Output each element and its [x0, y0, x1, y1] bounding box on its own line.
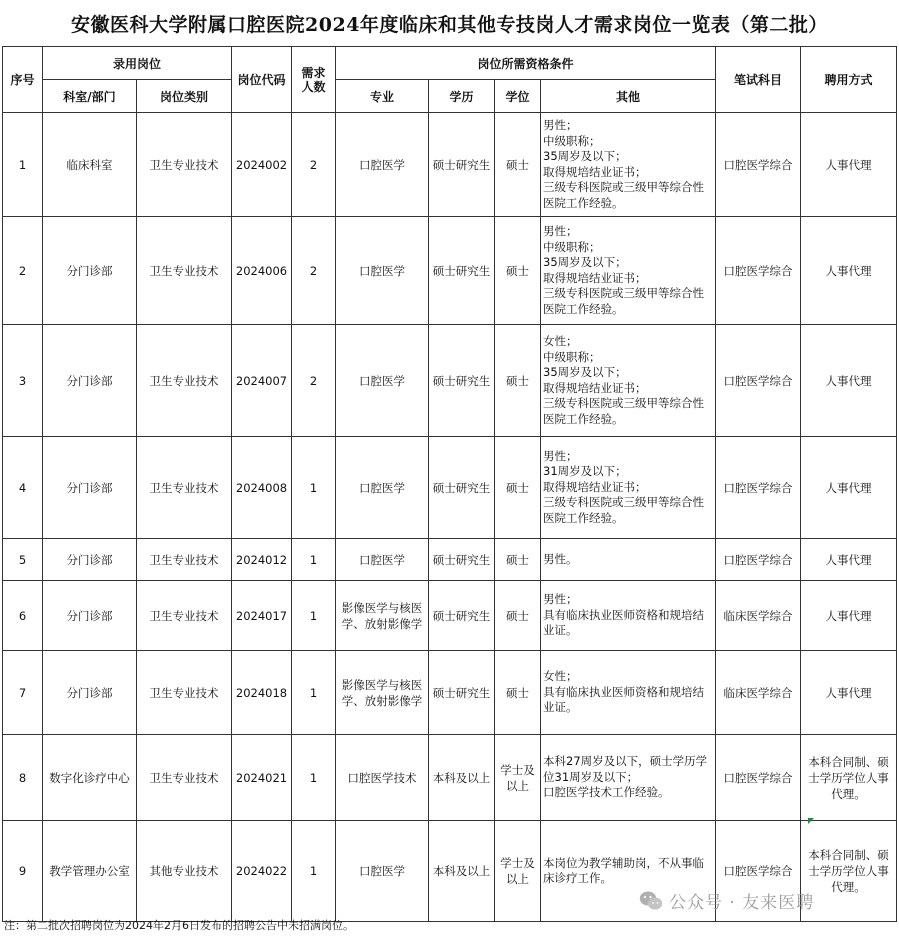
- cell-post-type: 卫生专业技术: [137, 217, 232, 325]
- wechat-icon: [639, 890, 663, 912]
- condition-line: 中级职称；: [543, 239, 601, 254]
- cell-seq: 9: [3, 821, 43, 922]
- cell-education: 硕士研究生: [429, 113, 495, 217]
- cell-hire: 人事代理: [801, 217, 897, 325]
- cell-hire: 本科合同制、硕士学历学位人事代理。: [801, 821, 897, 922]
- cell-degree: 硕士: [495, 113, 541, 217]
- cell-dept: 教学管理办公室: [43, 821, 137, 922]
- cell-exam: 口腔医学综合: [716, 437, 801, 539]
- cell-dept: 分门诊部: [43, 325, 137, 437]
- condition-line: 三级专科医院或三级甲等综合性: [543, 286, 705, 300]
- cell-education: 硕士研究生: [429, 437, 495, 539]
- cell-dept: 临床科室: [43, 113, 137, 217]
- condition-line: 取得规培结业证书；: [543, 380, 647, 395]
- cell-code: 2024018: [232, 651, 292, 735]
- cell-count: 2: [292, 217, 336, 325]
- cell-count: 1: [292, 651, 336, 735]
- cell-degree: 学士及以上: [495, 735, 541, 821]
- cell-education: 硕士研究生: [429, 217, 495, 325]
- header-seq: 序号: [3, 47, 43, 113]
- recruitment-table: [2, 46, 897, 922]
- cell-major: 口腔医学: [336, 113, 429, 217]
- cell-degree: 硕士: [495, 539, 541, 581]
- cell-code: 2024022: [232, 821, 292, 922]
- condition-line: 业证。: [543, 623, 578, 638]
- condition-line: 位31周岁及以下；: [543, 769, 639, 784]
- table-row: [3, 437, 897, 539]
- condition-line: 男性；: [543, 592, 578, 607]
- condition-line: 取得规培结业证书；: [543, 479, 647, 494]
- condition-line: 医院工作经验。: [543, 411, 624, 426]
- cell-seq: 4: [3, 437, 43, 539]
- header-code: 岗位代码: [232, 47, 292, 113]
- cell-education: 硕士研究生: [429, 539, 495, 581]
- condition-line: 三级专科医院或三级甲等综合性: [543, 180, 705, 194]
- header-exam: 笔试科目: [716, 47, 801, 113]
- cell-exam: 口腔医学综合: [716, 539, 801, 581]
- condition-line: 具有临床执业医师资格和规培结: [543, 607, 705, 622]
- cell-post-type: 卫生专业技术: [137, 437, 232, 539]
- cell-dept: 分门诊部: [43, 539, 137, 581]
- cell-major: 口腔医学: [336, 437, 429, 539]
- table-body: [3, 113, 897, 922]
- cell-seq: 6: [3, 581, 43, 651]
- header-post-type: 岗位类别: [137, 80, 232, 113]
- cell-seq: 8: [3, 735, 43, 821]
- cell-degree: 硕士: [495, 437, 541, 539]
- condition-line: 医院工作经验。: [543, 510, 624, 525]
- cell-exam: 临床医学综合: [716, 651, 801, 735]
- cell-major: 口腔医学: [336, 821, 429, 922]
- condition-line: 31周岁及以下；: [543, 464, 627, 479]
- cell-count: 1: [292, 437, 336, 539]
- cell-hire: 本科合同制、硕士学历学位人事代理。: [801, 735, 897, 821]
- cell-code: 2024007: [232, 325, 292, 437]
- cell-hire: 人事代理: [801, 325, 897, 437]
- cell-dept: 分门诊部: [43, 217, 137, 325]
- cell-code: 2024017: [232, 581, 292, 651]
- cell-code: 2024021: [232, 735, 292, 821]
- cell-dept: 数字化诊疗中心: [43, 735, 137, 821]
- condition-line: 三级专科医院或三级甲等综合性: [543, 495, 705, 510]
- condition-line: 取得规培结业证书；: [543, 270, 647, 285]
- condition-line: 本岗位为教学辅助岗，不从事临: [543, 855, 705, 870]
- cell-code: 2024006: [232, 217, 292, 325]
- condition-line: 男性；: [543, 448, 578, 463]
- header-other: 其他: [541, 80, 716, 113]
- cell-degree: 硕士: [495, 581, 541, 651]
- cell-count: 1: [292, 539, 336, 581]
- cell-code: 2024002: [232, 113, 292, 217]
- table-row: [3, 113, 897, 217]
- header-major: 专业: [336, 80, 429, 113]
- cell-hire: 人事代理: [801, 651, 897, 735]
- condition-line: 本科27周岁及以下，硕士学历学: [543, 754, 708, 769]
- condition-line: 35周岁及以下；: [543, 149, 627, 163]
- cell-dept: 分门诊部: [43, 437, 137, 539]
- table-row: [3, 325, 897, 437]
- condition-line: 口腔医学技术工作经验。: [543, 785, 670, 800]
- cell-post-type: 卫生专业技术: [137, 581, 232, 651]
- header-hire: 聘用方式: [801, 47, 897, 113]
- cell-post-type: 卫生专业技术: [137, 735, 232, 821]
- header-education: 学历: [429, 80, 495, 113]
- condition-line: 医院工作经验。: [543, 195, 624, 210]
- condition-line: 中级职称；: [543, 133, 601, 148]
- cell-other: [541, 581, 716, 651]
- cell-major: 口腔医学: [336, 539, 429, 581]
- cell-count: 1: [292, 581, 336, 651]
- cell-post-type: 卫生专业技术: [137, 539, 232, 581]
- condition-line: 男性。: [543, 551, 578, 566]
- cell-post-type: 其他专业技术: [137, 821, 232, 922]
- cell-seq: 2: [3, 217, 43, 325]
- cell-hire: 人事代理: [801, 113, 897, 217]
- cell-degree: 硕士: [495, 325, 541, 437]
- header-post-group: 录用岗位: [43, 47, 232, 80]
- cell-count: 1: [292, 821, 336, 922]
- header-count: 需求人数: [292, 47, 336, 113]
- condition-line: 医院工作经验。: [543, 301, 624, 316]
- cell-seq: 5: [3, 539, 43, 581]
- table-row: [3, 735, 897, 821]
- page-title: 安徽医科大学附属口腔医院2024年度临床和其他专技岗人才需求岗位一览表（第二批）: [71, 13, 828, 36]
- cell-code: 2024012: [232, 539, 292, 581]
- cell-exam: 口腔医学综合: [716, 325, 801, 437]
- cell-hire: 人事代理: [801, 539, 897, 581]
- cell-other: [541, 651, 716, 735]
- cell-hire: 人事代理: [801, 437, 897, 539]
- watermark: [639, 888, 814, 913]
- cell-exam: 口腔医学综合: [716, 113, 801, 217]
- cell-other: [541, 325, 716, 437]
- corner-mark: [808, 818, 814, 824]
- cell-education: 本科及以上: [429, 821, 495, 922]
- cell-count: 2: [292, 325, 336, 437]
- condition-line: 男性；: [543, 118, 578, 132]
- cell-post-type: 卫生专业技术: [137, 113, 232, 217]
- condition-line: 35周岁及以下；: [543, 255, 627, 269]
- condition-line: 男性；: [543, 224, 578, 238]
- cell-major: 影像医学与核医学、放射影像学: [336, 581, 429, 651]
- cell-degree: 学士及以上: [495, 821, 541, 922]
- header-degree: 学位: [495, 80, 541, 113]
- cell-post-type: 卫生专业技术: [137, 651, 232, 735]
- cell-other: [541, 437, 716, 539]
- cell-major: 口腔医学: [336, 217, 429, 325]
- table-row: [3, 217, 897, 325]
- condition-line: 具有临床执业医师资格和规培结: [543, 684, 705, 699]
- condition-line: 女性；: [543, 334, 578, 348]
- cell-hire: 人事代理: [801, 581, 897, 651]
- cell-education: 硕士研究生: [429, 651, 495, 735]
- cell-dept: 分门诊部: [43, 581, 137, 651]
- cell-exam: 口腔医学综合: [716, 735, 801, 821]
- cell-seq: 3: [3, 325, 43, 437]
- cell-seq: 7: [3, 651, 43, 735]
- cell-major: 口腔医学技术: [336, 735, 429, 821]
- table-row: [3, 581, 897, 651]
- cell-exam: 口腔医学综合: [716, 217, 801, 325]
- footnote: 注：第二批次招聘岗位为2024年2月6日发布的招聘公告中未招满岗位。: [4, 919, 354, 932]
- cell-exam: 口腔医学综合: [716, 821, 801, 922]
- cell-education: 本科及以上: [429, 735, 495, 821]
- cell-degree: 硕士: [495, 651, 541, 735]
- cell-degree: 硕士: [495, 217, 541, 325]
- watermark-text: 公众号 · 友来医聘: [669, 893, 815, 913]
- cell-education: 硕士研究生: [429, 581, 495, 651]
- cell-other: [541, 113, 716, 217]
- cell-major: 口腔医学: [336, 325, 429, 437]
- cell-post-type: 卫生专业技术: [137, 325, 232, 437]
- condition-line: 业证。: [543, 700, 578, 715]
- condition-line: 中级职称；: [543, 349, 601, 364]
- cell-count: 1: [292, 735, 336, 821]
- condition-line: 床诊疗工作。: [543, 871, 613, 885]
- cell-seq: 1: [3, 113, 43, 217]
- condition-line: 取得规培结业证书；: [543, 164, 647, 179]
- cell-count: 2: [292, 113, 336, 217]
- cell-code: 2024008: [232, 437, 292, 539]
- condition-line: 三级专科医院或三级甲等综合性: [543, 396, 705, 410]
- table-row: [3, 539, 897, 581]
- cell-other: [541, 539, 716, 581]
- cell-major: 影像医学与核医学、放射影像学: [336, 651, 429, 735]
- condition-line: 35周岁及以下；: [543, 365, 627, 379]
- cell-exam: 临床医学综合: [716, 581, 801, 651]
- cell-other: [541, 217, 716, 325]
- table-row: [3, 651, 897, 735]
- cell-education: 硕士研究生: [429, 325, 495, 437]
- cell-other: [541, 735, 716, 821]
- condition-line: 女性；: [543, 669, 578, 684]
- header-dept: 科室/部门: [43, 80, 137, 113]
- cell-dept: 分门诊部: [43, 651, 137, 735]
- header-qual-group: 岗位所需资格条件: [336, 47, 716, 80]
